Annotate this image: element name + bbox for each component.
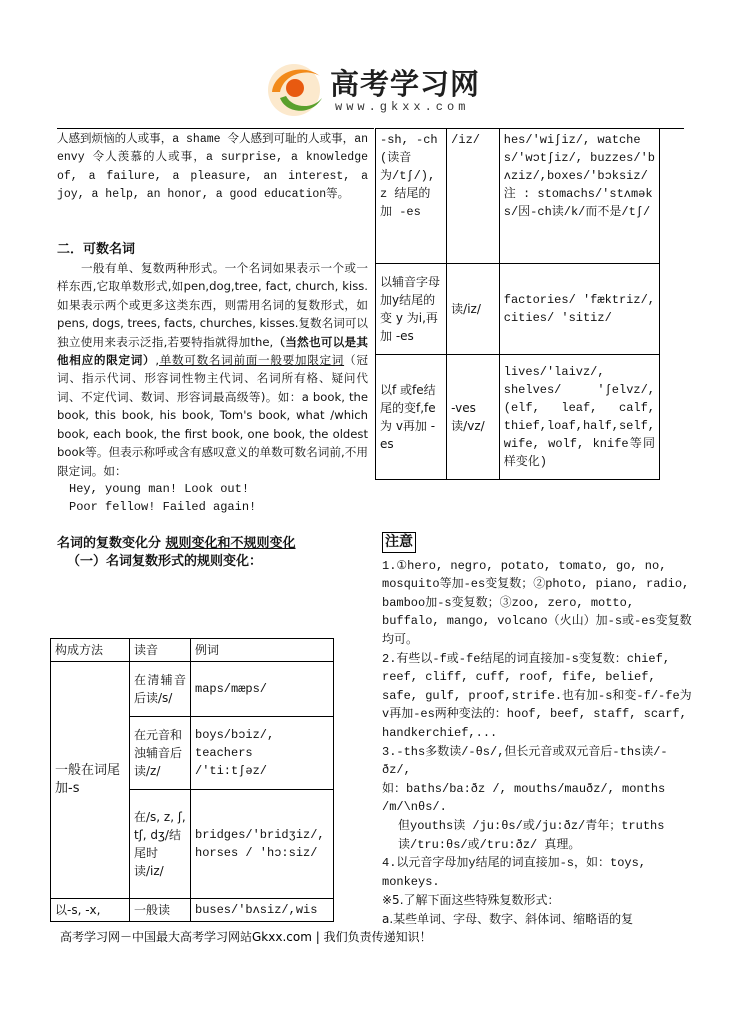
sound-cell: 在/s, z, ʃ, tʃ, dʒ/结尾时读/iz/ bbox=[130, 790, 191, 899]
table-row bbox=[376, 264, 660, 355]
method-cell: 以f 或fe结尾的变f,fe为 v再加 -es bbox=[376, 355, 447, 480]
example-cell: bridges/'bridʒiz/, horses / 'hɔ:siz/ bbox=[191, 790, 334, 899]
sound-cell: 在清辅音后读/s/ bbox=[130, 662, 191, 717]
note-item: 4.以元音字母加y结尾的词直接加-s，如：toys, monkeys. bbox=[382, 856, 647, 889]
regular-plural-table bbox=[50, 638, 334, 922]
notes-title: 注意 bbox=[382, 532, 416, 553]
example-line-2: Poor fellow! Failed again! bbox=[69, 500, 257, 515]
note-item: 但youths读 /ju:θs/或/ju:ðz/青年；truths读/tru:θs/或/tru:ðz/ 真理。 bbox=[398, 818, 665, 852]
example-cell: boys/bɔiz/, teachers /'ti:tʃəz/ bbox=[191, 717, 334, 790]
page-footer: 高考学习网－中国最大高考学习网站Gkxx.com | 我们负责传递知识！ bbox=[60, 930, 432, 944]
notes-section bbox=[382, 532, 692, 928]
note-item: 1.①hero, negro, potato, tomato, go, no, mosquito等加-es变复数；②photo, piano, radio, bamboo加-s变复数；③zoo, zero, motto, buffalo, mango, volcano（火山）加-s或-es变复数均可。 bbox=[382, 558, 692, 647]
example-cell: maps/mæps/ bbox=[191, 662, 334, 717]
countable-text-b: （冠词、指示代词、形容词性物主代词、名词所有格、疑问代词、不定代词、数词、形容词最高级等)。如：a book, the book, this book, his book, Tom's book, what /which book, each book, the first book, one book, the oldest book等。但表示称呼或含有感叹意义的单数可数名词前,不用限定词。如： bbox=[57, 353, 368, 478]
example-cell: factories/ 'fæktriz/, cities/ 'sitiz/ bbox=[499, 264, 659, 355]
method-cell: 以-s, -x, bbox=[51, 899, 130, 922]
table-row bbox=[376, 129, 660, 264]
brand-name: 高考学习网 bbox=[330, 67, 481, 101]
intro-paragraph: 人感到烦恼的人或事，a shame 令人感到可耻的人或事，an envy 令人羡慕的人或事，a surprise, a knowledge of, a failure, a pleasure, an interest, a joy, a help, an honor, a good education等。 bbox=[57, 133, 368, 202]
example-cell: hes/'wiʃiz/, watches/'wɔtʃiz/, buzzes/'bʌziz/,boxes/'bɔksiz/ 注 : stomachs/'stʌmәks/因-ch读/k/而不是/tʃ/ bbox=[499, 129, 659, 264]
note-item: 2.有些以-f或-fe结尾的词直接加-s变复数：chief, reef, cliff, cuff, roof, fife, belief, safe, gulf, proof,strife.也有加-s和变-f/-fe为v再加-es两种变法的：hoof, beef, staff, scarf, handkerchief,... bbox=[382, 651, 692, 740]
table-header: 读音 bbox=[130, 639, 191, 662]
header-rule-right bbox=[660, 128, 684, 129]
table-row bbox=[51, 899, 334, 922]
plural-title-b: 规则变化和不规则变化 bbox=[165, 535, 296, 551]
sound-cell: -ves 读/vz/ bbox=[447, 355, 500, 480]
table-row bbox=[376, 355, 660, 480]
plural-subtitle: （一）名词复数形式的规则变化： bbox=[67, 554, 263, 570]
brand-url: www.gkxx.com bbox=[335, 100, 470, 114]
table-header: 例词 bbox=[191, 639, 334, 662]
note-item: 3.-ths多数读/-θs/,但长元音或双元音后-ths读/-ðz/, bbox=[382, 744, 668, 778]
note-item: ※5.了解下面这些特殊复数形式： bbox=[382, 893, 560, 908]
countable-text-a: 一般有单、复数两种形式。一个名词如果表示一个或一样东西,它取单数形式,如pen,dog,tree, fact, church, kiss.如果表示两个或更多这类东西，则需用名词的复数形式，如pens, dogs, trees, facts, churches, kisses.复数名词可以独立使用来表示泛指,若要特指就得加the, bbox=[57, 261, 369, 349]
table-header: 构成方法 bbox=[51, 639, 130, 662]
example-cell: lives/'laivz/, shelves/ 'ʃelvz/,(elf, leaf, calf, thief,loaf,half,self, wife, wolf, knife等同样变化) bbox=[499, 355, 659, 480]
countable-text-underline: 单数可数名词前面一般要加限定词 bbox=[159, 353, 345, 368]
section-title: 二．可数名词 bbox=[57, 241, 136, 257]
sound-cell: /iz/ bbox=[447, 129, 500, 264]
note-item: a.某些单词、字母、数字、斜体词、缩略语的复 bbox=[382, 911, 634, 926]
method-cell: -sh, -ch (读音为/tʃ/), z 结尾的加 -es bbox=[376, 129, 447, 264]
logo-swirl-icon bbox=[262, 58, 332, 122]
left-column bbox=[57, 131, 368, 572]
plural-es-table bbox=[375, 128, 660, 480]
countable-paragraph: 一般有单、复数两种形式。一个名词如果表示一个或一样东西,它取单数形式,如pen,dog,tree, fact, church, kiss.如果表示两个或更多这类东西，则需用名词的复数形式，如pens, dogs, trees, facts, churches, kisses.复数名词可以独立使用来表示泛指,若要特指就得加the,（当然也可以是其他相应的限定词）,单数可数名词前面一般要加限定词（冠词、指示代词、形容词性物主代词、名词所有格、疑问代词、不定代词、数词、形容词最高级等)。如：a book, the book, this book, his book, Tom's book, what /which book, each book, the first book, one book, the oldest book等。但表示称呼或含有感叹意义的单数可数名词前,不用限定词。如： bbox=[57, 261, 369, 478]
plural-title-a: 名词的复数变化分 bbox=[57, 535, 166, 551]
method-cell: 以辅音字母加y结尾的变 y 为i,再加 -es bbox=[376, 264, 447, 355]
sound-cell: 在元音和浊辅音后读/z/ bbox=[130, 717, 191, 790]
sound-cell: 读/iz/ bbox=[447, 264, 500, 355]
table-header-row bbox=[51, 639, 334, 662]
example-line-1: Hey, young man! Look out! bbox=[69, 481, 250, 496]
sound-cell: 一般读 bbox=[130, 899, 191, 922]
header-rule-left bbox=[57, 128, 374, 129]
method-cell: 一般在词尾加-s bbox=[51, 662, 130, 899]
table-row bbox=[51, 662, 334, 717]
countable-text-bold: （当然也可以是其他相应的限定词） bbox=[57, 334, 368, 368]
note-item: 如：baths/ba:ðz /, mouths/mauðz/, months /m/\nθs/. bbox=[382, 781, 666, 815]
plural-title bbox=[57, 535, 368, 553]
example-cell: buses/'bʌsiz/,wis bbox=[191, 899, 334, 922]
site-logo bbox=[262, 58, 512, 128]
